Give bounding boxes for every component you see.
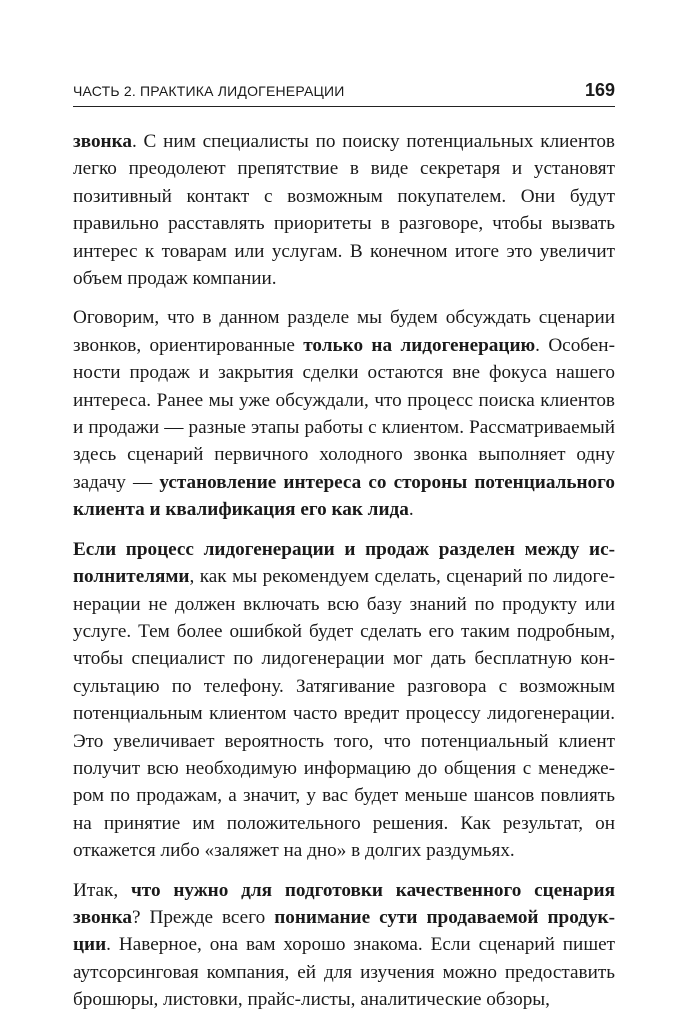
text-run: . Особенности продаж и закрытия сделки остаются вне фокуса нашего интереса. Ранее мы уже обсуждали, что процесс поиска клиентов и продажи — разные этапы работы с клиентом. Рассматриваемый здесь сценарий первичного холодного звонка выполняет одну задачу — [73, 334, 615, 493]
section-title: ЧАСТЬ 2. ПРАКТИКА ЛИДОГЕНЕРАЦИИ [73, 83, 345, 99]
emphasis-text: понимание сути продаваемой продукции [73, 906, 616, 956]
paragraph [73, 536, 615, 865]
book-page [73, 0, 616, 1011]
page-number: 169 [584, 80, 615, 100]
emphasis-text: звонка [73, 131, 132, 152]
paragraph [73, 877, 615, 1014]
emphasis-text: только на лидогенерацию [303, 334, 536, 356]
emphasis-text: что нужно для подготовки качественного сценария звонка [73, 879, 615, 928]
text-run: . Наверное, она вам хорошо знакома. Если сценарий пишет аутсорсинговая компания, ей для изучения можно предоставить брошюры, листовки, прайс-листы, аналитические обзоры, [73, 934, 615, 1011]
emphasis-text: Если процесс лидогенерации и продаж разделен между исполнителями [73, 538, 615, 588]
text-run: . С ним специалисты по поиску потенциальных клиентов легко преодолеют препятствие в виде секретаря и установят позитивный контакт с возможным покупателем. Они будут правильно расставлять приоритеты в разговоре, чтобы вызвать интерес к товарам или услугам. В конечном итоге это увеличит объем продаж компании. [73, 131, 615, 290]
body-text [73, 128, 615, 1026]
text-run: ? Прежде всего [131, 906, 275, 928]
emphasis-text: установление интереса со стороны потенциального клиента и квалификация его как лида [73, 471, 615, 521]
text-run: , как мы рекомендуем сделать, сценарий по лидогенерации не должен включать всю базу знаний по продукту или услуге. Тем более ошибкой будет сделать его таким подробным, чтобы специалист по лидогенерации мог дать бесплатную консультацию по телефону. Затягивание разговора с возможным потенциальным клиентом часто вредит процессу лидогенерации. Это увеличивает вероятность того, что потенциальный клиент получит всю необходимую информацию до общения с менеджером по продажам, а значит, у вас будет меньше шансов повлиять на принятие им положительного решения. Как результат, он откажется либо «заляжет на дно» в долгих раздумьях. [73, 566, 615, 862]
text-run: Оговорим, что в данном разделе мы будем обсуждать сценарии звонков, ориентированные [73, 307, 615, 356]
paragraph [73, 304, 615, 523]
running-header [73, 80, 615, 107]
text-run: . [408, 499, 414, 521]
text-run: Итак, [73, 879, 131, 901]
paragraph [73, 128, 615, 292]
